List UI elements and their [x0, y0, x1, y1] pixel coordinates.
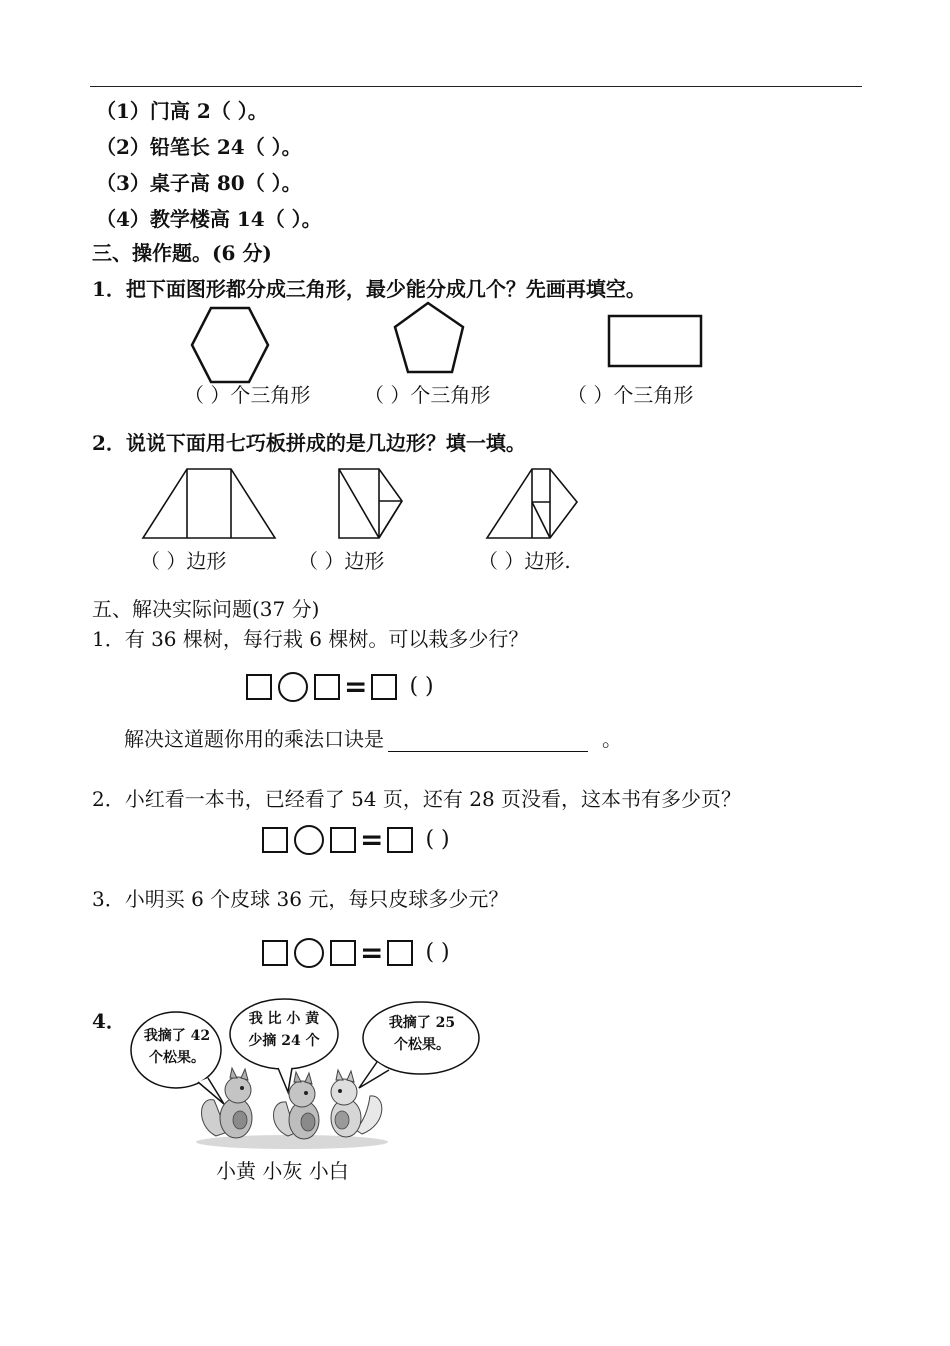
squirrel-names: 小黄 小灰 小白 — [216, 1159, 349, 1183]
bubble-text-xiaobai: 我摘了 25 个松果。 — [388, 1015, 456, 1053]
answer-box[interactable] — [262, 940, 288, 966]
section5-title: 五、解决实际问题(37 分) — [92, 597, 320, 621]
operator-circle[interactable] — [278, 672, 308, 702]
pentagon-answer-label-2: （ ）边形 — [298, 549, 385, 573]
section5-q4-number: 4． — [92, 1009, 126, 1033]
rectangle-answer-label: （ ）个三角形 — [567, 383, 694, 407]
section3-q2-text: 2．说说下面用七巧板拼成的是几边形？填一填。 — [92, 431, 526, 455]
section5-q2-text: 2．小红看一本书，已经看了 54 页，还有 28 页没看，这本书有多少页？ — [92, 787, 742, 811]
q2-equation — [262, 823, 450, 855]
hexagon-answer-label: （ ）个三角形 — [184, 383, 311, 407]
equals-sign: = — [360, 936, 384, 969]
rhyme-period: 。 — [602, 727, 622, 751]
unit-paren: ( ) — [425, 940, 450, 965]
header-rule — [90, 86, 862, 87]
operator-circle[interactable] — [294, 825, 324, 855]
answer-box[interactable] — [387, 827, 413, 853]
section5-q3-text: 3．小明买 6 个皮球 36 元，每只皮球多少元？ — [92, 887, 509, 911]
answer-box[interactable] — [246, 674, 272, 700]
unit-item-pencil: （2）铅笔长 24（ ）。 — [96, 135, 302, 159]
pentagon-answer-label-3: （ ）边形. — [478, 549, 571, 573]
equals-sign: = — [360, 823, 384, 856]
unit-paren: ( ) — [409, 674, 434, 699]
pentagon-shape — [390, 300, 480, 380]
trapezoid-answer-label: （ ）边形 — [140, 549, 227, 573]
equals-sign: = — [344, 670, 368, 703]
bubble-text-xiaohuang: 我摘了 42 个松果。 — [143, 1028, 211, 1066]
rhyme-blank[interactable] — [388, 729, 588, 752]
section3-q1-text: 1．把下面图形都分成三角形，最少能分成几个？先画再填空。 — [92, 277, 646, 301]
rhyme-prompt: 解决这道题你用的乘法口诀是 — [124, 727, 384, 751]
tangram-pentagon — [336, 466, 408, 541]
tangram-trapezoid — [140, 466, 280, 541]
tangram-pentagon-2 — [484, 466, 584, 541]
answer-box[interactable] — [330, 940, 356, 966]
pentagon-answer-label: （ ）个三角形 — [364, 383, 491, 407]
answer-box[interactable] — [262, 827, 288, 853]
unit-item-door: （1）门高 2（ ）。 — [96, 99, 268, 123]
answer-box[interactable] — [330, 827, 356, 853]
q1-equation — [246, 670, 434, 702]
unit-item-building: （4）教学楼高 14（ ）。 — [96, 207, 322, 231]
answer-box[interactable] — [314, 674, 340, 700]
q3-equation — [262, 936, 450, 968]
unit-item-desk: （3）桌子高 80（ ）。 — [96, 171, 302, 195]
unit-paren: ( ) — [425, 827, 450, 852]
operator-circle[interactable] — [294, 938, 324, 968]
section5-q1-text: 1．有 36 棵树，每行栽 6 棵树。可以栽多少行？ — [92, 627, 529, 651]
answer-box[interactable] — [387, 940, 413, 966]
multiplication-rhyme-line — [124, 726, 622, 752]
hexagon-shape — [185, 305, 275, 385]
section3-title: 三、操作题。(6 分) — [92, 241, 272, 265]
squirrels-illustration — [192, 1066, 392, 1152]
rectangle-shape — [605, 312, 705, 372]
bubble-text-xiaohui: 我 比 小 黄 少摘 24 个 — [248, 1011, 320, 1049]
answer-box[interactable] — [371, 674, 397, 700]
